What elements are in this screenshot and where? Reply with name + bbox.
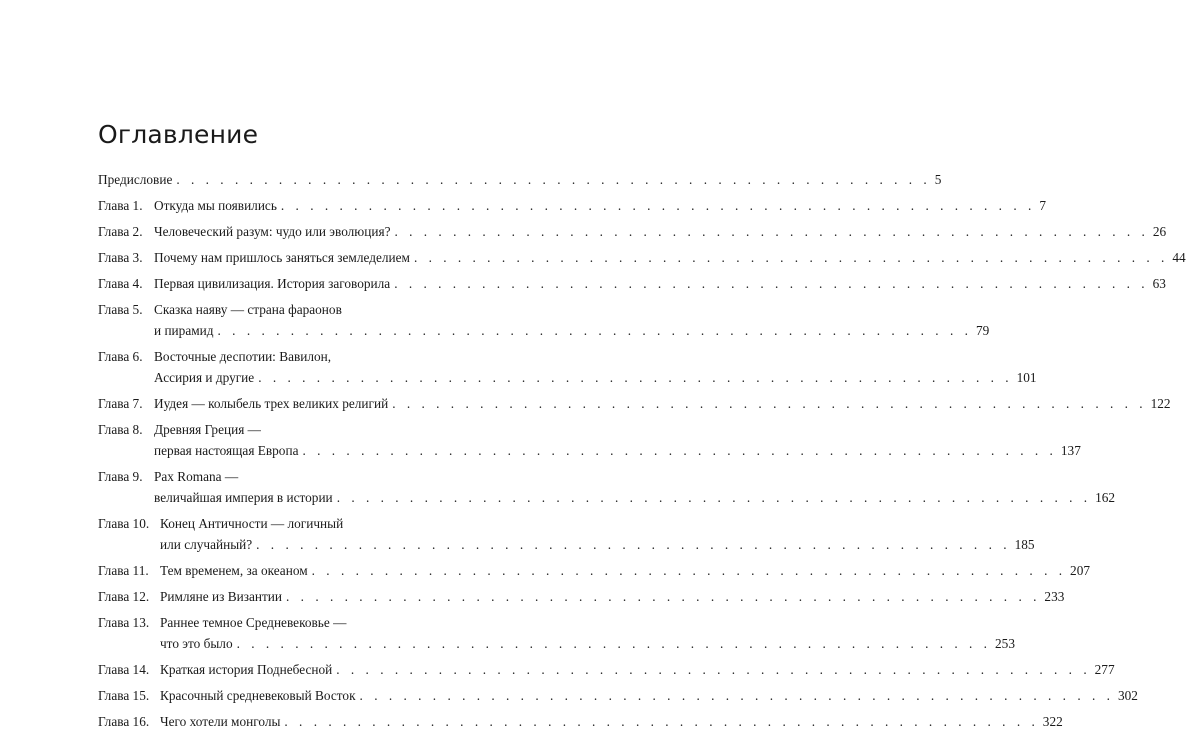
chapter-title: Краткая история Поднебесной [160, 662, 333, 677]
leader-dots: . . . . . . . . . . . . . . . . . . . . . . . . . . . . . . . . . . . . . . . . . . . . . . . . . . . . [236, 636, 992, 651]
leader-dots: . . . . . . . . . . . . . . . . . . . . . . . . . . . . . . . . . . . . . . . . . . . . . . . . . . . . [280, 198, 1036, 213]
chapter-title: Красочный средневековый Восток [160, 688, 356, 703]
chapter-title: Древняя Греция — [154, 422, 261, 437]
page-number: 63 [1152, 276, 1166, 291]
chapter-number: Глава 13. [98, 615, 150, 630]
leader-dots: . . . . . . . . . . . . . . . . . . . . . . . . . . . . . . . . . . . . . . . . . . . . . . . . . . . . [302, 443, 1057, 458]
page-number: 7 [1039, 198, 1046, 213]
page-number: 162 [1095, 490, 1116, 505]
chapter-title: Первая цивилизация. История заговорила [154, 276, 391, 291]
toc-entry [98, 659, 1115, 680]
chapter-title: Конец Античности — логичный [160, 516, 344, 531]
page-number: 5 [934, 172, 942, 187]
toc-entry [98, 169, 942, 190]
toc-entry [98, 612, 1015, 654]
table-of-contents [98, 169, 1186, 737]
chapter-title: или случайный? [160, 537, 253, 552]
leader-dots: . . . . . . . . . . . . . . . . . . . . . . . . . . . . . . . . . . . . . . . . . . . . . . . . . . . . [394, 276, 1149, 291]
page-number: 302 [1117, 688, 1138, 703]
toc-entry-line [98, 487, 1116, 508]
leader-dots: . . . . . . . . . . . . . . . . . . . . . . . . . . . . . . . . . . . . . . . . . . . . . . . . . . . . [286, 589, 1041, 604]
toc-entry [98, 685, 1138, 706]
chapter-title: что это было [160, 636, 233, 651]
toc-entry-line [98, 633, 1015, 654]
page-number: 137 [1060, 443, 1081, 458]
chapter-number: Глава 7. [98, 396, 143, 411]
leader-dots: . . . . . . . . . . . . . . . . . . . . . . . . . . . . . . . . . . . . . . . . . . . . . . . . . . . . [176, 172, 931, 187]
chapter-number: Глава 12. [98, 589, 150, 604]
leader-dots: . . . . . . . . . . . . . . . . . . . . . . . . . . . . . . . . . . . . . . . . . . . . . . . . . . . . [284, 714, 1039, 729]
page-number: 79 [975, 323, 990, 338]
page-title: Оглавление [98, 120, 259, 149]
toc-entry-line [98, 247, 1186, 268]
page-number: 233 [1044, 589, 1065, 604]
chapter-title: Чего хотели монголы [160, 714, 281, 729]
page-number: 185 [1014, 537, 1035, 552]
toc-entry [98, 299, 990, 341]
toc-entry-line [98, 419, 488, 440]
toc-entry-line [98, 195, 1046, 216]
page-number: 122 [1150, 396, 1171, 411]
chapter-title: величайшая империя в истории [154, 490, 333, 505]
toc-entry-line [98, 466, 488, 487]
chapter-title: Иудея — колыбель трех великих религий [154, 396, 389, 411]
chapter-title: Откуда мы появились [154, 198, 277, 213]
toc-entry [98, 513, 1035, 555]
toc-entry [98, 419, 1081, 461]
toc-entry [98, 711, 1063, 732]
toc-entry-line [98, 685, 1138, 706]
chapter-number: Глава 9. [98, 469, 143, 484]
toc-entry [98, 393, 1171, 414]
page-number: 44 [1172, 250, 1186, 265]
page-number: 277 [1094, 662, 1115, 677]
toc-entry-line [98, 346, 488, 367]
chapter-number: Глава 10. [98, 516, 150, 531]
toc-entry-line [98, 367, 1037, 388]
chapter-title: Почему нам пришлось заняться земледелием [154, 250, 410, 265]
leader-dots: . . . . . . . . . . . . . . . . . . . . . . . . . . . . . . . . . . . . . . . . . . . . . . . . . . . . [258, 370, 1013, 385]
page-number: 207 [1070, 563, 1090, 578]
chapter-title: Римляне из Византии [160, 589, 283, 604]
toc-entry-line [98, 513, 488, 534]
toc-entry [98, 466, 1116, 508]
chapter-title: Раннее темное Средневековье — [160, 615, 347, 630]
chapter-title: первая настоящая Европа [154, 443, 299, 458]
toc-entry [98, 346, 1037, 388]
page-number: 253 [995, 636, 1015, 651]
page-number: 26 [1152, 224, 1167, 239]
toc-entry-line [98, 393, 1171, 414]
toc-entry-line [98, 273, 1166, 294]
leader-dots: . . . . . . . . . . . . . . . . . . . . . . . . . . . . . . . . . . . . . . . . . . . . . . . . . . . . [336, 490, 1092, 505]
toc-entry-line [98, 586, 1065, 607]
chapter-number: Глава 14. [98, 662, 150, 677]
chapter-number: Глава 8. [98, 422, 143, 437]
chapter-number: Глава 2. [98, 224, 143, 239]
chapter-title: Предисловие [98, 172, 173, 187]
toc-entry-line [98, 612, 488, 633]
toc-entry-line [98, 534, 1035, 555]
chapter-title: и пирамид [154, 323, 214, 338]
leader-dots: . . . . . . . . . . . . . . . . . . . . . . . . . . . . . . . . . . . . . . . . . . . . . . . . . . . . [336, 662, 1091, 677]
toc-entry [98, 560, 1090, 581]
chapter-title: Ассирия и другие [154, 370, 255, 385]
toc-entry [98, 586, 1065, 607]
toc-entry [98, 273, 1166, 294]
leader-dots: . . . . . . . . . . . . . . . . . . . . . . . . . . . . . . . . . . . . . . . . . . . . . . . . . . . . [392, 396, 1147, 411]
chapter-title: Человеческий разум: чудо или эволюция? [154, 224, 391, 239]
chapter-number: Глава 1. [98, 198, 143, 213]
leader-dots: . . . . . . . . . . . . . . . . . . . . . . . . . . . . . . . . . . . . . . . . . . . . . . . . . . . . [394, 224, 1149, 239]
toc-entry-line [98, 440, 1081, 461]
chapter-title: Pax Romana — [154, 469, 239, 484]
toc-entry-line [98, 221, 1167, 242]
chapter-title: Тем временем, за океаном [160, 563, 308, 578]
toc-entry-line [98, 299, 488, 320]
toc-entry-line [98, 711, 1063, 732]
leader-dots: . . . . . . . . . . . . . . . . . . . . . . . . . . . . . . . . . . . . . . . . . . . . . . . . . . . . [413, 250, 1169, 265]
toc-entry-line [98, 320, 990, 341]
page-number: 101 [1016, 370, 1037, 385]
toc-entry-line [98, 560, 1090, 581]
toc-entry [98, 247, 1186, 268]
chapter-number: Глава 4. [98, 276, 143, 291]
leader-dots: . . . . . . . . . . . . . . . . . . . . . . . . . . . . . . . . . . . . . . . . . . . . . . . . . . . . [311, 563, 1067, 578]
leader-dots: . . . . . . . . . . . . . . . . . . . . . . . . . . . . . . . . . . . . . . . . . . . . . . . . . . . . [217, 323, 972, 338]
chapter-number: Глава 6. [98, 349, 143, 364]
page-number: 322 [1042, 714, 1063, 729]
chapter-title: Сказка наяву — страна фараонов [154, 302, 342, 317]
chapter-number: Глава 3. [98, 250, 143, 265]
leader-dots: . . . . . . . . . . . . . . . . . . . . . . . . . . . . . . . . . . . . . . . . . . . . . . . . . . . . [256, 537, 1011, 552]
toc-entry [98, 195, 1046, 216]
leader-dots: . . . . . . . . . . . . . . . . . . . . . . . . . . . . . . . . . . . . . . . . . . . . . . . . . . . . [359, 688, 1114, 703]
toc-entry [98, 221, 1167, 242]
toc-entry-line [98, 169, 942, 190]
toc-entry-line [98, 659, 1115, 680]
chapter-number: Глава 16. [98, 714, 150, 729]
chapter-number: Глава 15. [98, 688, 150, 703]
chapter-number: Глава 11. [98, 563, 149, 578]
chapter-title: Восточные деспотии: Вавилон, [154, 349, 332, 364]
chapter-number: Глава 5. [98, 302, 143, 317]
